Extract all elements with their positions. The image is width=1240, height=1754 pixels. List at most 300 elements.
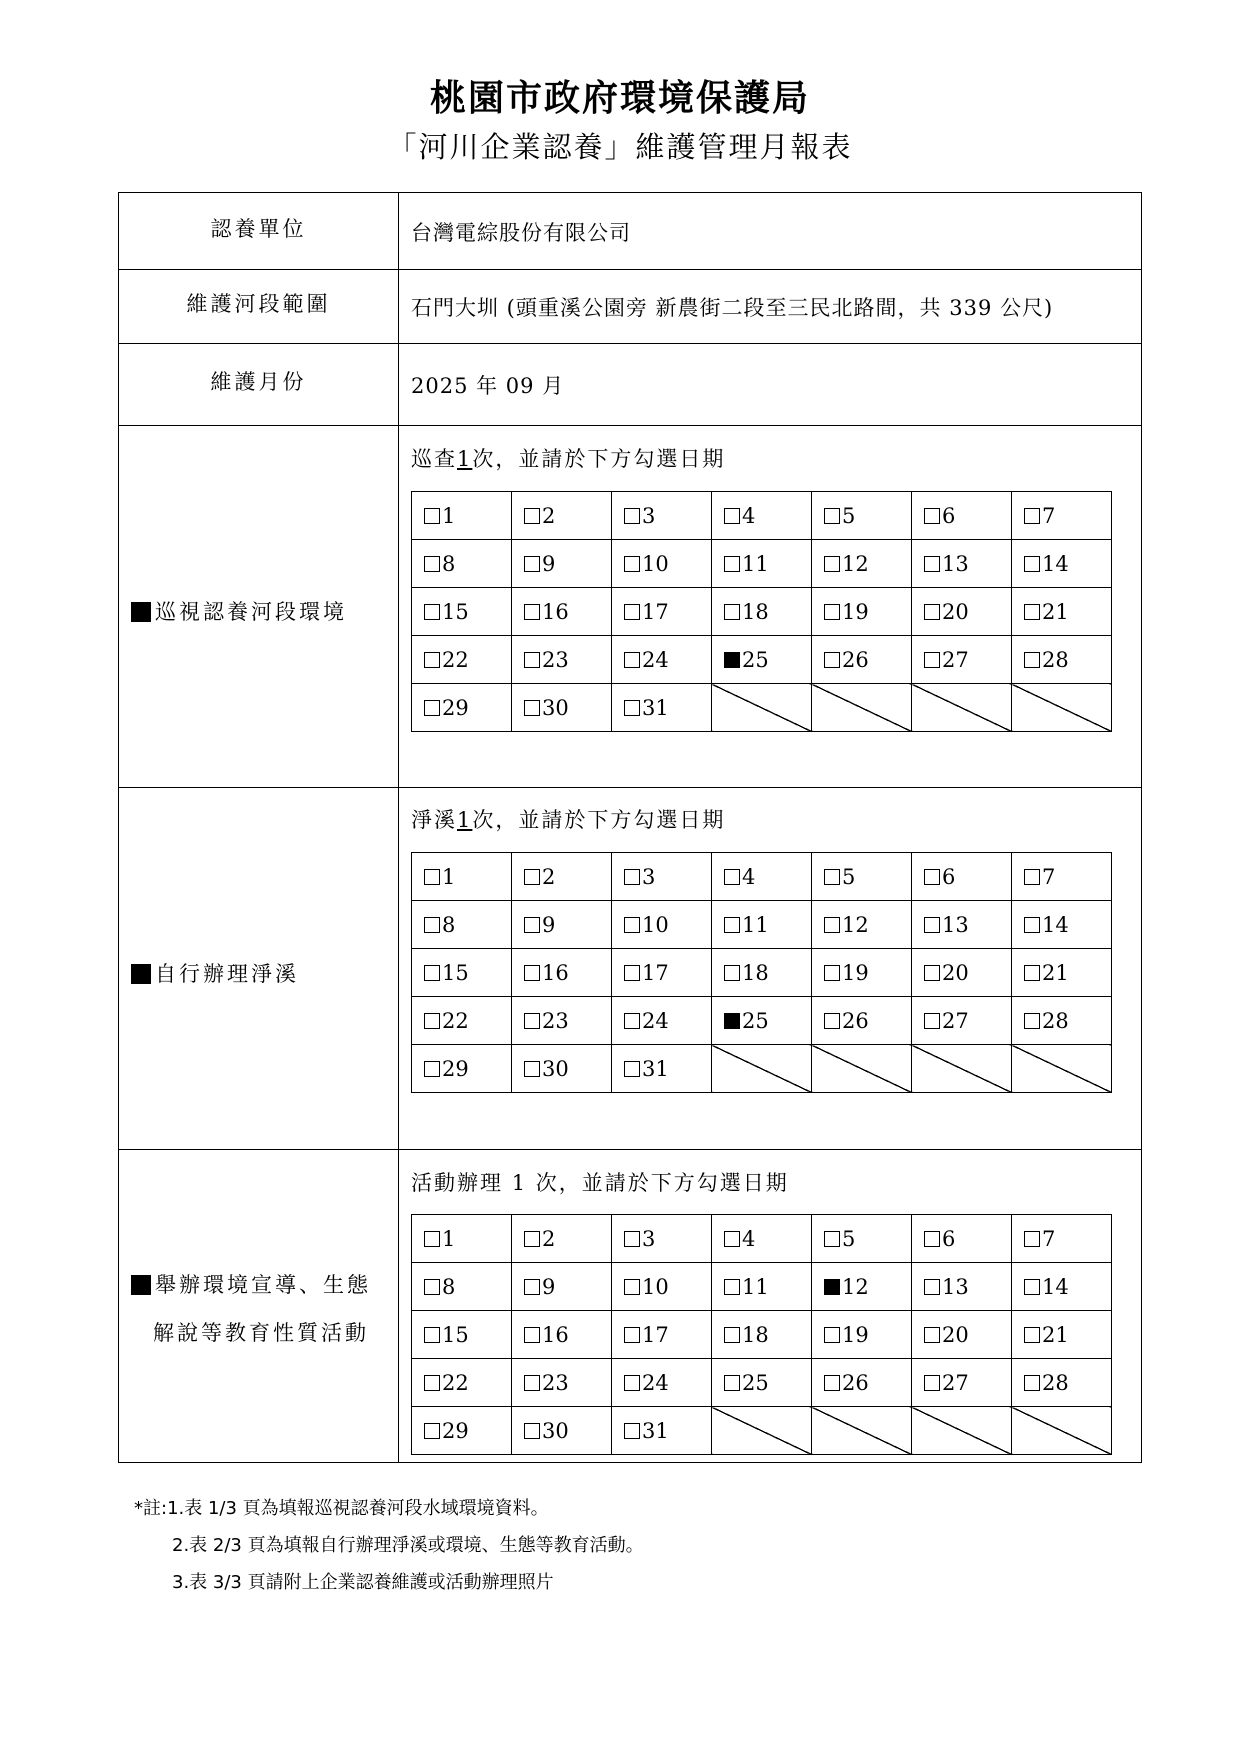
day-grid: [411, 1214, 1112, 1455]
day-cell[interactable]: [512, 1263, 612, 1311]
checkbox-icon[interactable]: [1024, 917, 1040, 933]
day-number: 7: [1042, 864, 1056, 889]
day-cell[interactable]: [612, 1359, 712, 1407]
checkbox-icon[interactable]: [924, 869, 940, 885]
checked-box-icon[interactable]: [724, 1013, 740, 1029]
day-number: 1: [442, 864, 456, 889]
day-cell[interactable]: [1012, 1359, 1112, 1407]
filled-square-icon: [131, 1275, 151, 1295]
day-cell[interactable]: [412, 997, 512, 1045]
day-cell[interactable]: [812, 492, 912, 540]
day-cell[interactable]: [512, 901, 612, 949]
day-cell[interactable]: [812, 853, 912, 901]
checkbox-icon[interactable]: [824, 508, 840, 524]
day-cell[interactable]: [612, 636, 712, 684]
day-cell[interactable]: [512, 1311, 612, 1359]
day-cell[interactable]: [612, 1045, 712, 1093]
empty-cell: [1012, 1045, 1112, 1093]
day-cell[interactable]: [712, 1359, 812, 1407]
empty-cell: [812, 1407, 912, 1455]
day-number: 9: [542, 1274, 556, 1299]
row-divider: [119, 1149, 1141, 1150]
checkbox-icon[interactable]: [524, 556, 540, 572]
day-number: 29: [442, 1056, 469, 1081]
day-cell[interactable]: [612, 540, 712, 588]
checkbox-icon[interactable]: [1024, 508, 1040, 524]
day-number: 5: [842, 503, 856, 528]
checkbox-icon[interactable]: [524, 1375, 540, 1391]
day-number: 28: [1042, 1370, 1069, 1395]
checkbox-icon[interactable]: [924, 604, 940, 620]
day-number: 15: [442, 960, 469, 985]
checkbox-icon[interactable]: [624, 1061, 640, 1077]
day-number: 8: [442, 1274, 456, 1299]
day-cell[interactable]: [612, 492, 712, 540]
checkbox-icon[interactable]: [724, 1375, 740, 1391]
empty-cell: [912, 1045, 1012, 1093]
day-number: 31: [642, 695, 669, 720]
range-value: 石門大圳 (頭重溪公園旁 新農街二段至三民北路間，共 339 公尺): [411, 296, 1054, 320]
day-cell[interactable]: [1012, 1311, 1112, 1359]
checkbox-icon[interactable]: [424, 1423, 440, 1439]
checkbox-icon[interactable]: [624, 700, 640, 716]
empty-cell: [1012, 1407, 1112, 1455]
unit-label: 認養單位: [210, 217, 307, 241]
day-cell[interactable]: [612, 588, 712, 636]
empty-cell: [712, 1407, 812, 1455]
row-divider: [119, 787, 1141, 788]
day-cell[interactable]: [512, 1407, 612, 1455]
checkbox-icon[interactable]: [624, 1231, 640, 1247]
day-cell[interactable]: [712, 492, 812, 540]
checkbox-icon[interactable]: [624, 1375, 640, 1391]
section-label-education-line2: 解說等教育性質活動: [153, 1321, 369, 1345]
day-grid-row: [412, 1311, 1112, 1359]
day-number: 27: [942, 1370, 969, 1395]
day-number: 22: [442, 1370, 469, 1395]
day-number: 12: [842, 912, 869, 937]
day-cell[interactable]: [412, 853, 512, 901]
day-cell[interactable]: [812, 588, 912, 636]
checkbox-icon[interactable]: [824, 1013, 840, 1029]
checkbox-icon[interactable]: [524, 1231, 540, 1247]
checkbox-icon[interactable]: [824, 1327, 840, 1343]
day-cell[interactable]: [812, 1311, 912, 1359]
checkbox-icon[interactable]: [1024, 652, 1040, 668]
day-number: 3: [642, 503, 656, 528]
month-label: 維護月份: [210, 370, 307, 394]
day-number: 2: [542, 503, 556, 528]
day-cell[interactable]: [612, 684, 712, 732]
day-cell[interactable]: [812, 1215, 912, 1263]
checkbox-icon[interactable]: [424, 1327, 440, 1343]
empty-cell: [712, 684, 812, 732]
footnotes: [134, 1490, 644, 1601]
day-number: 16: [542, 599, 569, 624]
checkbox-icon[interactable]: [924, 652, 940, 668]
day-number: 25: [742, 1370, 769, 1395]
day-number: 31: [642, 1056, 669, 1081]
checkbox-icon[interactable]: [424, 652, 440, 668]
day-cell[interactable]: [412, 540, 512, 588]
checkbox-icon[interactable]: [924, 1231, 940, 1247]
checkbox-icon[interactable]: [1024, 1279, 1040, 1295]
day-number: 5: [842, 1226, 856, 1251]
day-number: 4: [742, 503, 756, 528]
day-cell[interactable]: [912, 492, 1012, 540]
day-cell[interactable]: [612, 1215, 712, 1263]
checkbox-icon[interactable]: [924, 1375, 940, 1391]
checkbox-icon[interactable]: [724, 965, 740, 981]
checkbox-icon[interactable]: [424, 1231, 440, 1247]
day-number: 16: [542, 960, 569, 985]
day-cell[interactable]: [512, 540, 612, 588]
day-cell[interactable]: [612, 1263, 712, 1311]
checkbox-icon[interactable]: [924, 965, 940, 981]
day-cell[interactable]: [912, 949, 1012, 997]
day-number: 7: [1042, 503, 1056, 528]
day-cell[interactable]: [912, 1263, 1012, 1311]
day-cell[interactable]: [1012, 636, 1112, 684]
checkbox-icon[interactable]: [524, 965, 540, 981]
day-grid-row: [412, 492, 1112, 540]
checkbox-icon[interactable]: [624, 556, 640, 572]
report-form: [118, 192, 1142, 1463]
checkbox-icon[interactable]: [424, 965, 440, 981]
day-cell[interactable]: [712, 636, 812, 684]
checkbox-icon[interactable]: [1024, 965, 1040, 981]
day-cell[interactable]: [412, 1359, 512, 1407]
day-cell[interactable]: [512, 588, 612, 636]
checkbox-icon[interactable]: [824, 1375, 840, 1391]
day-number: 21: [1042, 1322, 1069, 1347]
checkbox-icon[interactable]: [824, 556, 840, 572]
day-number: 5: [842, 864, 856, 889]
checkbox-icon[interactable]: [724, 1327, 740, 1343]
checkbox-icon[interactable]: [824, 652, 840, 668]
checkbox-icon[interactable]: [624, 652, 640, 668]
checkbox-icon[interactable]: [924, 556, 940, 572]
checkbox-icon[interactable]: [624, 604, 640, 620]
day-cell[interactable]: [612, 949, 712, 997]
checkbox-icon[interactable]: [824, 1231, 840, 1247]
checkbox-icon[interactable]: [424, 700, 440, 716]
day-number: 17: [642, 1322, 669, 1347]
day-cell[interactable]: [412, 588, 512, 636]
day-cell[interactable]: [512, 997, 612, 1045]
day-cell[interactable]: [512, 949, 612, 997]
checkbox-icon[interactable]: [424, 604, 440, 620]
checkbox-icon[interactable]: [424, 1013, 440, 1029]
empty-cell: [912, 1407, 1012, 1455]
day-number: 2: [542, 864, 556, 889]
checkbox-icon[interactable]: [524, 508, 540, 524]
section-label-inspection: 巡視認養河段環境: [131, 596, 347, 626]
checkbox-icon[interactable]: [1024, 556, 1040, 572]
day-number: 4: [742, 864, 756, 889]
day-cell[interactable]: [912, 853, 1012, 901]
footnote-2: 2.表 2/3 頁為填報自行辦理淨溪或環境、生態等教育活動。: [172, 1535, 644, 1556]
day-cell[interactable]: [912, 1359, 1012, 1407]
day-number: 26: [842, 1370, 869, 1395]
day-number: 6: [942, 503, 956, 528]
day-grid-row: [412, 636, 1112, 684]
empty-cell: [812, 1045, 912, 1093]
day-number: 23: [542, 1008, 569, 1033]
checkbox-icon[interactable]: [424, 869, 440, 885]
day-cell[interactable]: [512, 492, 612, 540]
day-cell[interactable]: [1012, 901, 1112, 949]
day-number: 27: [942, 1008, 969, 1033]
checkbox-icon[interactable]: [524, 1013, 540, 1029]
day-cell[interactable]: [412, 492, 512, 540]
day-cell[interactable]: [612, 1407, 712, 1455]
day-cell[interactable]: [1012, 949, 1112, 997]
day-cell[interactable]: [812, 1359, 912, 1407]
day-cell[interactable]: [712, 1215, 812, 1263]
checkbox-icon[interactable]: [824, 917, 840, 933]
day-number: 23: [542, 1370, 569, 1395]
day-cell[interactable]: [1012, 540, 1112, 588]
day-cell[interactable]: [1012, 853, 1112, 901]
page-subtitle: 「河川企業認養」維護管理月報表: [387, 130, 853, 164]
checkbox-icon[interactable]: [1024, 869, 1040, 885]
day-number: 20: [942, 960, 969, 985]
checked-box-icon[interactable]: [824, 1279, 840, 1295]
day-grid-row: [412, 1407, 1112, 1455]
day-number: 12: [842, 551, 869, 576]
footnote-1: *註:1.表 1/3 頁為填報巡視認養河段水域環境資料。: [134, 1498, 549, 1519]
checkbox-icon[interactable]: [624, 965, 640, 981]
checkbox-icon[interactable]: [524, 1423, 540, 1439]
day-number: 10: [642, 1274, 669, 1299]
day-cell[interactable]: [812, 949, 912, 997]
checkbox-icon[interactable]: [1024, 1013, 1040, 1029]
checkbox-icon[interactable]: [624, 1327, 640, 1343]
day-cell[interactable]: [1012, 492, 1112, 540]
day-number: 28: [1042, 1008, 1069, 1033]
checkbox-icon[interactable]: [624, 1013, 640, 1029]
filled-square-icon: [131, 602, 151, 622]
day-cell[interactable]: [912, 901, 1012, 949]
day-cell[interactable]: [1012, 1263, 1112, 1311]
day-cell[interactable]: [712, 1311, 812, 1359]
day-number: 15: [442, 599, 469, 624]
checkbox-icon[interactable]: [724, 1279, 740, 1295]
day-number: 15: [442, 1322, 469, 1347]
day-number: 4: [742, 1226, 756, 1251]
checkbox-icon[interactable]: [424, 1375, 440, 1391]
day-cell[interactable]: [412, 684, 512, 732]
day-cell[interactable]: [512, 1045, 612, 1093]
day-number: 22: [442, 1008, 469, 1033]
day-cell[interactable]: [812, 1263, 912, 1311]
checkbox-icon[interactable]: [924, 917, 940, 933]
checkbox-icon[interactable]: [824, 965, 840, 981]
day-cell[interactable]: [912, 588, 1012, 636]
unit-value: 台灣電綜股份有限公司: [411, 221, 631, 245]
day-number: 29: [442, 695, 469, 720]
checkbox-icon[interactable]: [724, 508, 740, 524]
day-cell[interactable]: [412, 901, 512, 949]
day-number: 20: [942, 1322, 969, 1347]
filled-square-icon: [131, 964, 151, 984]
checkbox-icon[interactable]: [524, 604, 540, 620]
day-number: 28: [1042, 647, 1069, 672]
day-cell[interactable]: [412, 1045, 512, 1093]
day-number: 22: [442, 647, 469, 672]
day-number: 9: [542, 912, 556, 937]
day-number: 17: [642, 599, 669, 624]
row-divider: [119, 343, 1141, 344]
day-number: 25: [742, 1008, 769, 1033]
checkbox-icon[interactable]: [724, 1231, 740, 1247]
day-number: 9: [542, 551, 556, 576]
empty-cell: [912, 684, 1012, 732]
section-label-education: 舉辦環境宣導、生態: [131, 1269, 371, 1299]
checkbox-icon[interactable]: [524, 652, 540, 668]
checkbox-icon[interactable]: [524, 700, 540, 716]
checkbox-icon[interactable]: [1024, 1231, 1040, 1247]
day-number: 6: [942, 1226, 956, 1251]
checkbox-icon[interactable]: [724, 604, 740, 620]
day-cell[interactable]: [712, 540, 812, 588]
day-cell[interactable]: [712, 1263, 812, 1311]
day-cell[interactable]: [512, 1359, 612, 1407]
day-grid-row: [412, 901, 1112, 949]
day-cell[interactable]: [912, 1311, 1012, 1359]
day-cell[interactable]: [612, 997, 712, 1045]
checkbox-icon[interactable]: [624, 869, 640, 885]
checkbox-icon[interactable]: [424, 556, 440, 572]
day-number: 7: [1042, 1226, 1056, 1251]
day-cell[interactable]: [712, 949, 812, 997]
day-grid-row: [412, 684, 1112, 732]
day-cell[interactable]: [812, 540, 912, 588]
day-grid-row: [412, 949, 1112, 997]
day-number: 11: [742, 551, 769, 576]
day-cell[interactable]: [912, 997, 1012, 1045]
checkbox-icon[interactable]: [724, 869, 740, 885]
checkbox-icon[interactable]: [524, 869, 540, 885]
day-number: 11: [742, 1274, 769, 1299]
day-grid-row: [412, 1215, 1112, 1263]
day-number: 12: [842, 1274, 869, 1299]
checkbox-icon[interactable]: [724, 556, 740, 572]
checkbox-icon[interactable]: [524, 1279, 540, 1295]
day-number: 26: [842, 647, 869, 672]
day-cell[interactable]: [812, 901, 912, 949]
page-title: 桃園市政府環境保護局: [429, 77, 810, 119]
day-cell[interactable]: [512, 684, 612, 732]
checkbox-icon[interactable]: [424, 1061, 440, 1077]
checkbox-icon[interactable]: [724, 917, 740, 933]
checkbox-icon[interactable]: [624, 1279, 640, 1295]
row-divider: [119, 269, 1141, 270]
day-number: 8: [442, 912, 456, 937]
day-number: 30: [542, 695, 569, 720]
range-label: 維護河段範圍: [186, 292, 331, 316]
section-label-cleanup: 自行辦理淨溪: [131, 958, 299, 988]
day-number: 31: [642, 1418, 669, 1443]
day-grid-row: [412, 1045, 1112, 1093]
day-cell[interactable]: [612, 901, 712, 949]
checkbox-icon[interactable]: [824, 604, 840, 620]
day-cell[interactable]: [1012, 1215, 1112, 1263]
day-number: 14: [1042, 1274, 1069, 1299]
day-number: 13: [942, 551, 969, 576]
day-number: 27: [942, 647, 969, 672]
day-number: 18: [742, 599, 769, 624]
day-number: 10: [642, 912, 669, 937]
checkbox-icon[interactable]: [924, 1327, 940, 1343]
day-number: 3: [642, 1226, 656, 1251]
day-cell[interactable]: [512, 636, 612, 684]
day-number: 24: [642, 1370, 669, 1395]
checkbox-icon[interactable]: [1024, 604, 1040, 620]
checkbox-icon[interactable]: [824, 869, 840, 885]
day-number: 20: [942, 599, 969, 624]
day-cell[interactable]: [912, 1215, 1012, 1263]
day-cell[interactable]: [612, 853, 712, 901]
section-instruction: 活動辦理 1 次，並請於下方勾選日期: [411, 1171, 789, 1195]
checkbox-icon[interactable]: [1024, 1375, 1040, 1391]
day-cell[interactable]: [812, 997, 912, 1045]
checkbox-icon[interactable]: [624, 508, 640, 524]
day-cell[interactable]: [1012, 997, 1112, 1045]
day-cell[interactable]: [512, 1215, 612, 1263]
day-grid: [411, 491, 1112, 732]
day-cell[interactable]: [412, 1215, 512, 1263]
checked-box-icon[interactable]: [724, 652, 740, 668]
checkbox-icon[interactable]: [624, 917, 640, 933]
checkbox-icon[interactable]: [524, 917, 540, 933]
day-number: 18: [742, 1322, 769, 1347]
day-cell[interactable]: [512, 853, 612, 901]
day-cell[interactable]: [712, 901, 812, 949]
day-cell[interactable]: [412, 1263, 512, 1311]
day-cell[interactable]: [412, 636, 512, 684]
checkbox-icon[interactable]: [524, 1327, 540, 1343]
checkbox-icon[interactable]: [924, 508, 940, 524]
checkbox-icon[interactable]: [424, 1279, 440, 1295]
day-number: 30: [542, 1418, 569, 1443]
checkbox-icon[interactable]: [1024, 1327, 1040, 1343]
day-cell[interactable]: [1012, 588, 1112, 636]
day-grid-row: [412, 997, 1112, 1045]
day-cell[interactable]: [412, 949, 512, 997]
checkbox-icon[interactable]: [524, 1061, 540, 1077]
day-cell[interactable]: [712, 588, 812, 636]
checkbox-icon[interactable]: [424, 508, 440, 524]
day-cell[interactable]: [412, 1311, 512, 1359]
checkbox-icon[interactable]: [924, 1279, 940, 1295]
day-cell[interactable]: [712, 853, 812, 901]
checkbox-icon[interactable]: [424, 917, 440, 933]
day-number: 14: [1042, 551, 1069, 576]
day-number: 13: [942, 1274, 969, 1299]
day-cell[interactable]: [912, 540, 1012, 588]
day-cell[interactable]: [412, 1407, 512, 1455]
day-cell[interactable]: [612, 1311, 712, 1359]
checkbox-icon[interactable]: [924, 1013, 940, 1029]
day-cell[interactable]: [912, 636, 1012, 684]
checkbox-icon[interactable]: [624, 1423, 640, 1439]
section-instruction: 巡查1次，並請於下方勾選日期: [411, 447, 726, 471]
day-number: 19: [842, 1322, 869, 1347]
day-cell[interactable]: [812, 636, 912, 684]
day-cell[interactable]: [712, 997, 812, 1045]
